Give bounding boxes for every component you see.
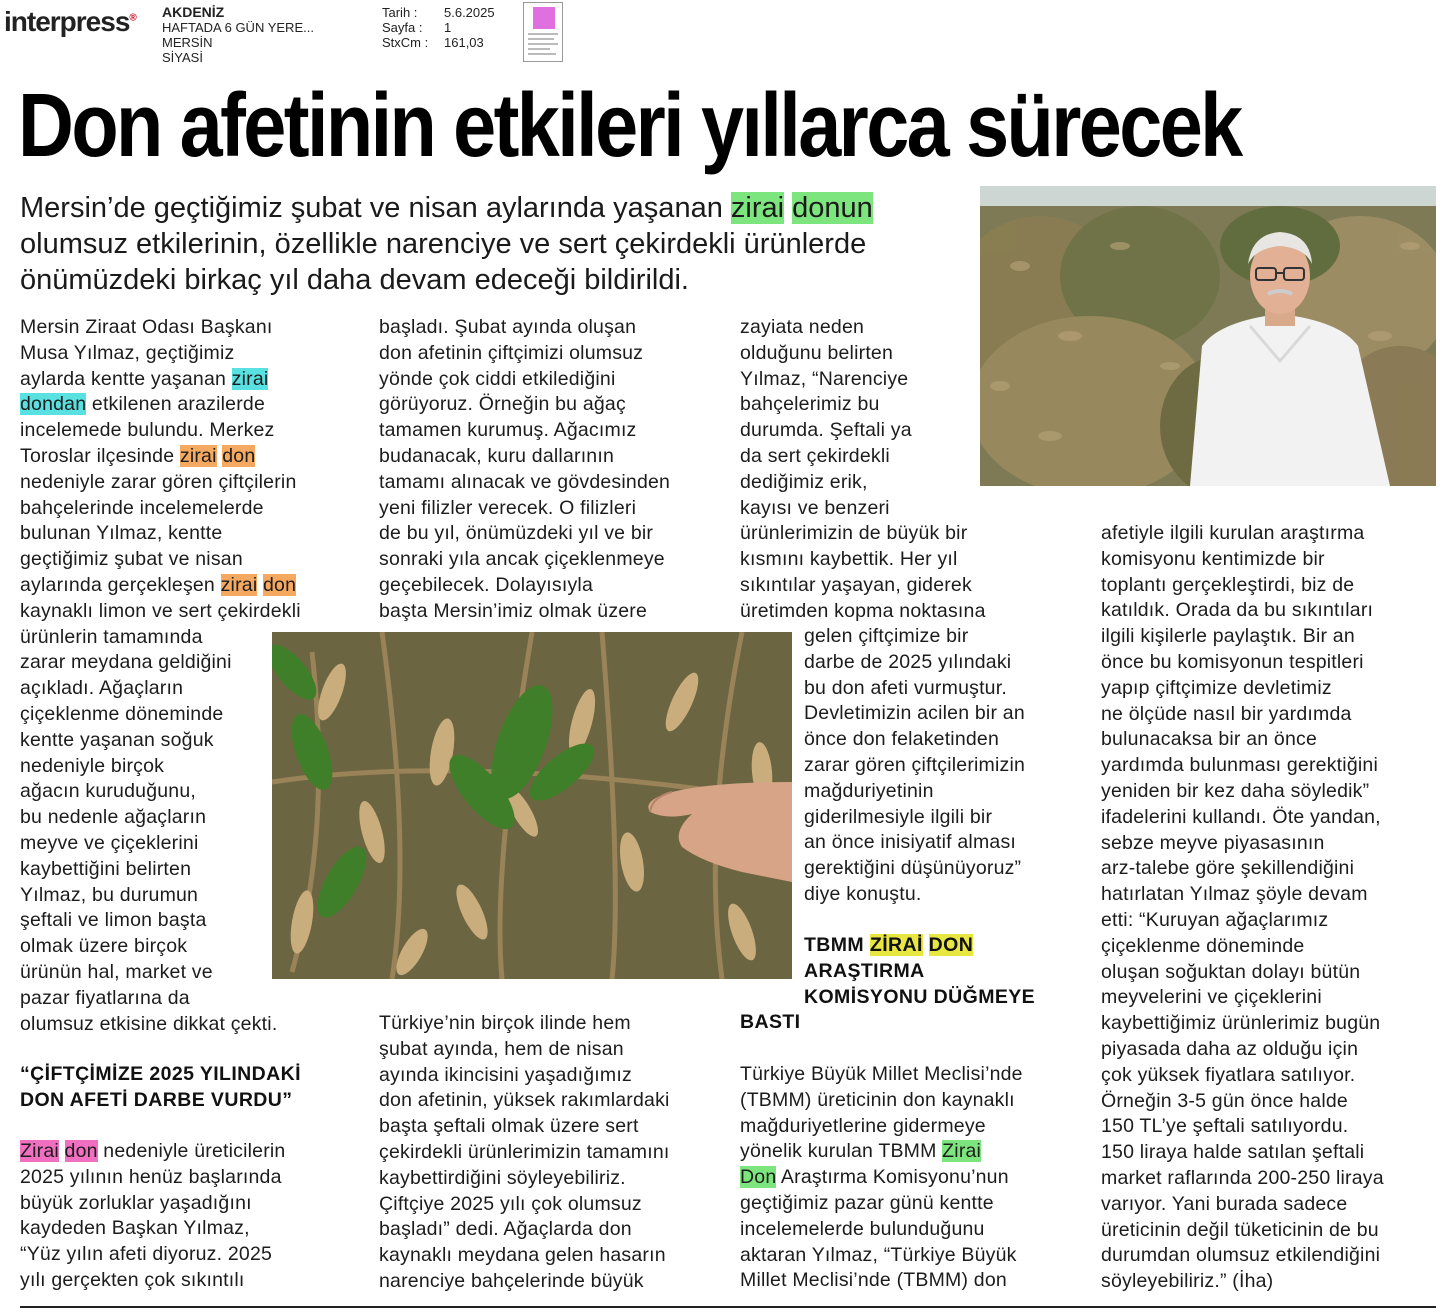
column-2-continued xyxy=(379,1011,724,1295)
text-line: gelen çiftçimize bir xyxy=(804,625,969,647)
text-line: sebze meyve piyasasının xyxy=(1101,831,1325,854)
text-line: afetiyle ilgili kurulan araştırma xyxy=(1101,522,1365,544)
text-line: diye konuştu. xyxy=(804,882,922,905)
text-line: komisyonu kentimizde bir xyxy=(1101,547,1325,570)
text-line: şeftali ve limon başta xyxy=(20,909,207,932)
text-line: ifadelerini kullandı. Öte yandan, xyxy=(1101,805,1381,828)
text-line: 150 TL’ye şeftali satılıyordu. xyxy=(1101,1115,1349,1138)
text-line: don afetinin, yüksek rakımlardaki xyxy=(379,1089,670,1112)
text-line: ağacın kuruduğunu, xyxy=(20,780,196,803)
text-line: kaydeden Başkan Yılmaz, xyxy=(20,1217,250,1240)
text-line: 2025 yılının henüz başlarında xyxy=(20,1165,282,1188)
text-line: başta şeftali olmak üzere sert xyxy=(379,1115,639,1138)
text-line: nedeniyle zarar gören çiftçilerin xyxy=(20,470,297,493)
column-3-continued xyxy=(740,1062,1085,1294)
text-line: Türkiye’nin birçok ilinde hem xyxy=(379,1012,631,1034)
text-line: Mersin Ziraat Odası Başkanı xyxy=(20,316,273,338)
text-line: Zirai don nedeniyle üreticilerin xyxy=(20,1140,286,1162)
text-line: kaybettirdiğini söyleyebiliriz. xyxy=(379,1166,626,1189)
column-3-indented xyxy=(804,624,1084,908)
text-line: çiçeklenme döneminde xyxy=(20,702,224,725)
column-3 xyxy=(740,315,1080,625)
text-line: gerektiğini düşünüyoruz” xyxy=(804,857,1022,880)
text-line: olmak üzere birçok xyxy=(20,935,188,958)
text-line: Musa Yılmaz, geçtiğimiz xyxy=(20,341,235,364)
text-line: (TBMM) üreticinin don kaynaklı xyxy=(740,1088,1015,1111)
bottom-rule xyxy=(20,1306,1436,1308)
text-line: kaybettiğini belirten xyxy=(20,857,192,880)
text-line: tamamen kurumuş. Ağacımız xyxy=(379,419,637,442)
meta-label: Sayfa : xyxy=(382,20,423,35)
publication-city: MERSİN xyxy=(162,35,213,50)
text-line: market raflarında 200-250 liraya xyxy=(1101,1166,1384,1189)
text-line: ayında ikincisini yaşadığımız xyxy=(379,1063,632,1086)
text-line: geçebilecek. Dolayısıyla xyxy=(379,573,593,596)
text-line: mağduriyetlerine gidermeye xyxy=(740,1114,986,1137)
text-line: giderilmesiyle ilgili bir xyxy=(804,805,993,828)
text-line: açıkladı. Ağaçların xyxy=(20,677,184,700)
column-2 xyxy=(379,315,724,625)
text-line: yönelik kurulan TBMM Zirai xyxy=(740,1140,982,1163)
interpress-logo: interpress® xyxy=(4,6,136,37)
meta-label: Tarih : xyxy=(382,5,418,20)
text-line: çekirdekli ürünlerimizin tamamını xyxy=(379,1140,670,1163)
text-line: dondan etkilenen arazilerde xyxy=(20,393,266,416)
text-line: meyvelerini ve çiçeklerini xyxy=(1101,986,1322,1009)
text-line: Yılmaz, “Narenciye xyxy=(740,367,909,390)
subhead-col3-last: BASTI xyxy=(740,1011,801,1033)
text-line: kaynaklı limon ve sert çekirdekli xyxy=(20,599,301,622)
text-line: çiçeklenme döneminde xyxy=(1101,934,1305,957)
text-line: pazar fiyatlarına da xyxy=(20,986,190,1009)
meta-value: 1 xyxy=(444,20,452,35)
clipping-meta xyxy=(382,5,495,50)
text-line: söyleyebiliriz.” (İha) xyxy=(1101,1270,1274,1293)
text-line: zarar gören çiftçilerimizin xyxy=(804,753,1026,776)
text-line: bulunacaksa bir an önce xyxy=(1101,728,1317,751)
publication-frequency: HAFTADA 6 GÜN YERE... xyxy=(162,20,314,35)
text-line: yönde çok ciddi etkilediğini xyxy=(379,367,616,390)
text-line: şubat ayında, hem de nisan xyxy=(379,1037,624,1060)
column-4 xyxy=(1101,521,1441,1295)
text-line: hatırlatan Yılmaz şöyle devam xyxy=(1101,883,1368,906)
text-line: ürünün hal, market ve xyxy=(20,960,213,983)
text-line: bahçelerinde incelemelerde xyxy=(20,496,264,519)
meta-value: 5.6.2025 xyxy=(444,5,495,20)
column-1-continued xyxy=(20,1139,350,1294)
text-line: darbe de 2025 yılındaki xyxy=(804,650,1012,673)
text-line: bu don afeti vurmuştur. xyxy=(804,676,1007,699)
text-line: bahçelerimiz bu xyxy=(740,393,880,416)
text-line: aktaran Yılmaz, “Türkiye Büyük xyxy=(740,1243,1017,1266)
text-line: önce bu komisyonun tespitleri xyxy=(1101,650,1364,673)
text-line: zarar meydana geldiğini xyxy=(20,651,232,674)
text-line: Don Araştırma Komisyonu’nun xyxy=(740,1166,1009,1189)
text-line: durumdan olumsuz etkilendiğini xyxy=(1101,1244,1381,1267)
text-line: olduğunu belirten xyxy=(740,341,894,364)
text-line: yılı gerçekten çok sıkıntılı xyxy=(20,1268,245,1291)
text-line: önce don felaketinden xyxy=(804,728,1000,751)
text-line: geçtiğimiz şubat ve nisan xyxy=(20,548,243,571)
text-line: büyük zorluklar yaşadığını xyxy=(20,1191,252,1214)
text-line: kayısı ve benzeri xyxy=(740,496,890,519)
text-line: çok yüksek fiyatlara satılıyor. xyxy=(1101,1063,1356,1086)
subhead-col1: “ÇİFTÇİMİZE 2025 YILINDAKİ DON AFETİ DARBE VURDU” xyxy=(20,1063,301,1111)
text-line: de bu yıl, önümüzdeki yıl ve bir xyxy=(379,522,654,545)
text-line: narenciye bahçelerinde büyük xyxy=(379,1269,644,1292)
text-line: Millet Meclisi’nde (TBMM) don xyxy=(740,1269,1007,1292)
text-line: başladı” dedi. Ağaçlarda don xyxy=(379,1218,632,1241)
text-line: ürünlerimizin de büyük bir xyxy=(740,522,968,545)
text-line: oluşan soğuktan dolayı bütün xyxy=(1101,960,1361,983)
frost-damage-photo-graphic xyxy=(272,632,792,979)
text-line: arz-talebe göre şekillendiğini xyxy=(1101,857,1355,880)
text-line: don afetinin çiftçimizi olumsuz xyxy=(379,341,644,364)
text-line: bu nedenle ağaçların xyxy=(20,806,207,829)
publication-info xyxy=(162,5,314,65)
subhead-col3: TBMM ZİRAİ DON ARAŞTIRMA KOMİSYONU DÜĞMEYE xyxy=(804,934,1036,1008)
text-line: 150 liraya halde satılan şeftali xyxy=(1101,1141,1365,1164)
text-line: kısmını kaybettik. Her yıl xyxy=(740,548,958,571)
text-line: sıkıntılar yaşayan, giderek xyxy=(740,573,972,596)
text-line: Yılmaz, bu durumun xyxy=(20,883,199,906)
text-line: mağduriyetinin xyxy=(804,779,934,802)
text-line: nedeniyle birçok xyxy=(20,754,165,777)
text-line: bulunan Yılmaz, kentte xyxy=(20,522,223,545)
text-line: da sert çekirdekli xyxy=(740,444,890,467)
text-line: Devletimizin acilen bir an xyxy=(804,702,1025,725)
lead-paragraph: Mersin’de geçtiğimiz şubat ve nisan aylarında yaşanan zirai donun olumsuz etkilerinin, özellikle narenciye ve sert çekirdekli ürünlerde önümüzdeki birkaç yıl daha devam edeceği bildirildi. xyxy=(20,192,873,296)
text-line: incelemelerde bulunduğunu xyxy=(740,1217,985,1240)
text-line: piyasada daha az olduğu için xyxy=(1101,1037,1359,1060)
meta-value: 161,03 xyxy=(444,35,484,50)
text-line: ürünlerin tamamında xyxy=(20,625,203,648)
text-line: başladı. Şubat ayında oluşan xyxy=(379,316,637,338)
text-line: toplantı gerçekleştirdi, biz de xyxy=(1101,573,1355,596)
text-line: tamamı alınacak ve gövdesinden xyxy=(379,470,671,493)
text-line: üreticinin değil tüketicinin de bu xyxy=(1101,1218,1379,1241)
text-line: yeni filizler verecek. O filizleri xyxy=(379,496,637,519)
text-line: yeniden bir kez daha söyledik” xyxy=(1101,779,1370,802)
text-line: yardımda bulunması gerektiğini xyxy=(1101,754,1378,777)
text-line: Çiftçiye 2025 yılı çok olumsuz xyxy=(379,1192,642,1215)
text-line: ne ölçüde nasıl bir yardımda xyxy=(1101,702,1352,725)
text-line: Örneğin 3-5 gün önce halde xyxy=(1101,1089,1348,1112)
text-line: katıldık. Orada da bu sıkıntıları xyxy=(1101,599,1374,622)
text-line: kentte yaşanan soğuk xyxy=(20,728,214,751)
text-line: geçtiğimiz pazar günü kentte xyxy=(740,1191,994,1214)
text-line: kaybettiğimiz ürünlerimiz bugün xyxy=(1101,1012,1381,1035)
text-line: durumda. Şeftali ya xyxy=(740,419,912,442)
text-line: sonraki yıla ancak çiçeklenmeye xyxy=(379,548,665,571)
text-line: “Yüz yılın afeti diyoruz. 2025 xyxy=(20,1243,273,1266)
frost-damage-photo xyxy=(272,632,792,979)
text-line: aylarda kentte yaşanan zirai xyxy=(20,367,269,390)
text-line: Toroslar ilçesinde zirai don xyxy=(20,444,256,467)
text-line: varıyor. Yani burada sadece xyxy=(1101,1192,1348,1215)
publication-category: SİYASİ xyxy=(162,50,203,65)
text-line: dediğimiz erik, xyxy=(740,470,868,493)
text-line: meyve ve çiçeklerini xyxy=(20,831,199,854)
text-line: kaynaklı meydana gelen hasarın xyxy=(379,1244,666,1267)
text-line: görüyoruz. Örneğin bu ağaç xyxy=(379,393,626,416)
text-line: başta Mersin’imiz olmak üzere xyxy=(379,599,648,622)
column-1 xyxy=(20,315,350,1037)
text-line: an önce inisiyatif alması xyxy=(804,831,1017,854)
text-line: budanacak, kuru dallarının xyxy=(379,444,615,467)
text-line: üretimden kopma noktasına xyxy=(740,599,986,622)
text-line: zayiata neden xyxy=(740,316,865,338)
text-line: incelemede bulundu. Merkez xyxy=(20,419,275,442)
text-line: aylarında gerçekleşen zirai don xyxy=(20,573,297,596)
publication-name: AKDENİZ xyxy=(162,4,225,20)
text-line: Türkiye Büyük Millet Meclisi’nde xyxy=(740,1063,1023,1085)
page-thumbnail[interactable] xyxy=(523,2,563,62)
headline: Don afetinin etkileri yıllarca sürecek xyxy=(18,76,1241,176)
text-line: olumsuz etkisine dikkat çekti. xyxy=(20,1012,278,1035)
text-line: yapıp çiftçimize devletimiz xyxy=(1101,676,1332,699)
text-line: etti: “Kuruyan ağaçlarımız xyxy=(1101,908,1329,931)
meta-label: StxCm : xyxy=(382,35,429,50)
text-line: ilgili kişilerle paylaştık. Bir an xyxy=(1101,625,1355,648)
